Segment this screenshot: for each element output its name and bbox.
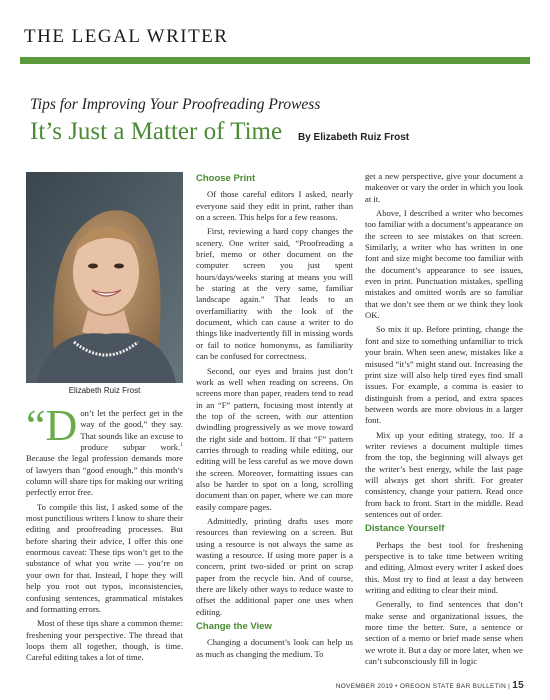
- footer-issue: NOVEMBER 2019 • OREGON STATE BAR BULLETIN |: [335, 683, 513, 690]
- paragraph: First, reviewing a hard copy changes the scenery. One writer said, “Proofreading a brief, memo or other document on the computer screen you just spent hours/days/weeks staring at means you will be staring at the very same, familiar landscape again.” That leads to an overfamiliarity with the look of the document, which can cause a writer to do things like inadvertently fill in missing words or fail to notice homonyms, as familiarity can be confused for correctness.: [196, 226, 353, 362]
- subhead-change-view: Change the View: [196, 621, 272, 633]
- paragraph: Above, I described a writer who becomes too familiar with a document’s appearance on the screen to see mistakes on that screen. Similarly, a writer who has written in one font and size might become too familiar with the document’s appearance to see issues, even in print. Punctuation mistakes, spelling mistakes and omitted words are so familiar that we don’t see them or we think they look OK.: [365, 208, 523, 321]
- subhead-choose-print: Choose Print: [196, 173, 256, 184]
- page-footer: [336, 680, 524, 691]
- paragraph: Generally, to find sentences that don’t make sense and organizational issues, the more time the better. Sure, a sentence or section of a memo or brief made sense when we wrote it. But a day or more later, when we can’t subconsciously fill in logic: [365, 599, 523, 667]
- photo-credit: Bullivan File Photo: [27, 252, 33, 300]
- author-photo: [26, 172, 183, 383]
- intro-text: on’t let the perfect get in the way of the good,” they say. That sounds like an excuse to produce subpar work.: [80, 408, 183, 453]
- intro-paragraph: [26, 401, 183, 499]
- header-rule: [20, 57, 530, 64]
- paragraph: Of those careful editors I asked, nearly everyone said they edit in print, rather than on a screen. This helps for a few reasons.: [196, 189, 353, 223]
- column-3: [365, 171, 523, 670]
- author-portrait-illustration: [26, 172, 183, 383]
- paragraph: Admittedly, printing drafts uses more resources than reviewing on a screen. But using a resource is not always the same as wasting a resource. If using more paper is a concern, print two-sided or print on scrap paper from the recycle bin. And of course, there are likely other ways to reduce waste to offset the additional paper one uses when editing.: [196, 515, 353, 617]
- paragraph: Second, our eyes and brains just don’t work as well when reading on screens. On screens more than paper, readers tend to read in an “F” pattern, focusing most intently at the top of the screen, with our attention dwindling progressively as we move toward the right side and bottom. If that “F” pattern carries through to reading while editing, our editing will be less careful as we move down the screen. Moreover, formatting issues can also be harder to spot on a long, scrolling document than on paper, where we can more easily compare pages.: [196, 365, 353, 512]
- column-1: [26, 401, 183, 667]
- intro-text-tail: Because the legal profession demands more of lawyers than “good enough,” this month’s column will share tips for making our writing perfectly error free.: [26, 453, 183, 498]
- article-kicker: Tips for Improving Your Proofreading Prowess: [30, 96, 321, 113]
- photo-caption: Elizabeth Ruiz Frost: [68, 386, 141, 395]
- drop-cap: “D: [26, 401, 78, 450]
- paragraph: To compile this list, I asked some of the most punctilious writers I know to share their editing and proofreading processes. But before sharing their advice, I offer this one enormous caveat: These tips won’t get to the substance of what you write — you’re on your own for that. Instead, I hope they will help you root out typos, inconsistencies, confusing sentences, grammatical mistakes and formatting errors.: [26, 501, 183, 614]
- paragraph: So mix it up. Before printing, change the font and size to something unfamiliar to trick your brain. When seen anew, mistakes like a misused “it’s” might stand out. Increasing the print size will also help tired eyes find small issues. For example, a comma is easier to distinguish from a period, and extra spaces between words are more obvious in a larger font.: [365, 324, 523, 426]
- paragraph: Mix up your editing strategy, too. If a writer reviews a document multiple times from the top, the beginning will always get the writer’s best energy, while the last page will always get short shrift. For greater consistency, change your pattern. Read once from back to front. Start in the middle. Read sentences out of order.: [365, 429, 523, 519]
- section-header: [20, 26, 530, 66]
- footnote-ref: 1: [180, 442, 183, 449]
- column-2: [196, 171, 353, 663]
- article-byline: By Elizabeth Ruiz Frost: [298, 132, 410, 143]
- paragraph: Changing a document’s look can help us as much as changing the medium. To: [196, 637, 353, 659]
- paragraph: get a new perspective, give your document a makeover or vary the order in which you look at it.: [365, 171, 523, 204]
- paragraph: Perhaps the best tool for freshening perspective is to take time between writing and editing. Almost every writer I asked does this. Most try to find at least a day between writing and editing to clear their mind.: [365, 539, 523, 596]
- paragraph: Most of these tips share a common theme: freshening your perspective. The thread that loops them all together, though, is time. Careful editing takes a lot of time.: [26, 618, 183, 663]
- article-headline: It’s Just a Matter of Time: [30, 118, 283, 145]
- section-title: THE LEGAL WRITER: [24, 26, 229, 47]
- subhead-distance-yourself: Distance Yourself: [365, 523, 445, 535]
- page-number: 15: [512, 680, 524, 691]
